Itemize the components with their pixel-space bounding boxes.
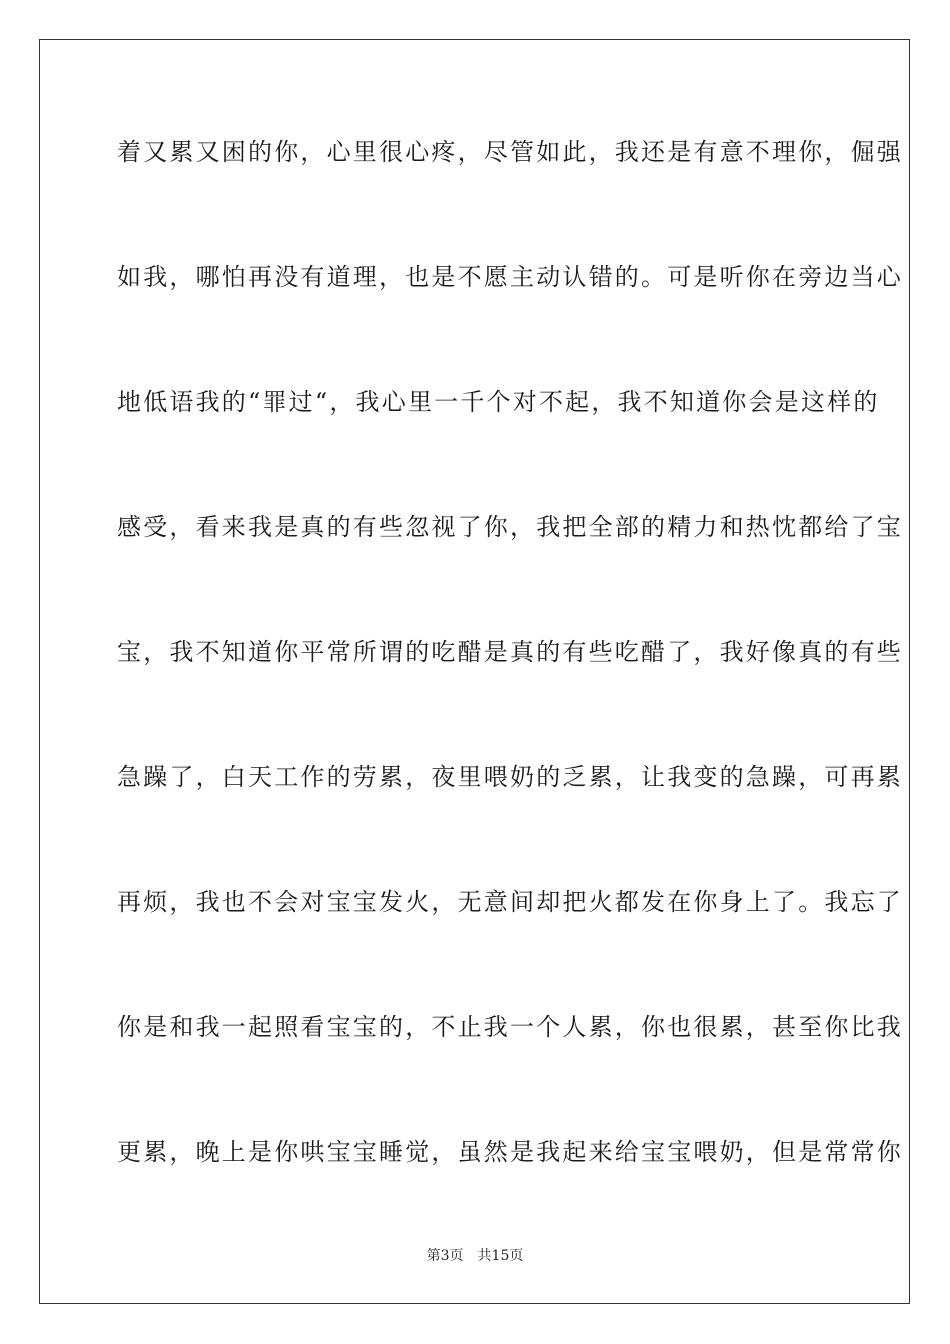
page-footer [0,1247,950,1265]
text-line: 更累，晚上是你哄宝宝睡觉，虽然是我起来给宝宝喂奶，但是常常你 [117,1138,903,1166]
text-line: 着又累又困的你，心里很心疼，尽管如此，我还是有意不理你，倔强 [117,138,903,166]
text-line: 感受，看来我是真的有些忽视了你，我把全部的精力和热忱都给了宝 [117,513,903,541]
text-line: 再烦，我也不会对宝宝发火，无意间却把火都发在你身上了。我忘了 [117,888,903,916]
text-line: 宝，我不知道你平常所谓的吃醋是真的有些吃醋了，我好像真的有些 [117,638,903,666]
page-number: 第3页 [426,1248,464,1264]
text-line: 如我，哪怕再没有道理，也是不愿主动认错的。可是听你在旁边当心 [117,263,903,291]
page-total: 共15页 [477,1248,524,1264]
text-line: 急躁了，白天工作的劳累，夜里喂奶的乏累，让我变的急躁，可再累 [117,763,903,791]
page-border [39,39,910,1304]
text-line: 地低语我的“罪过“，我心里一千个对不起，我不知道你会是这样的 [117,388,880,416]
text-line: 你是和我一起照看宝宝的，不止我一个人累，你也很累，甚至你比我 [117,1013,903,1041]
